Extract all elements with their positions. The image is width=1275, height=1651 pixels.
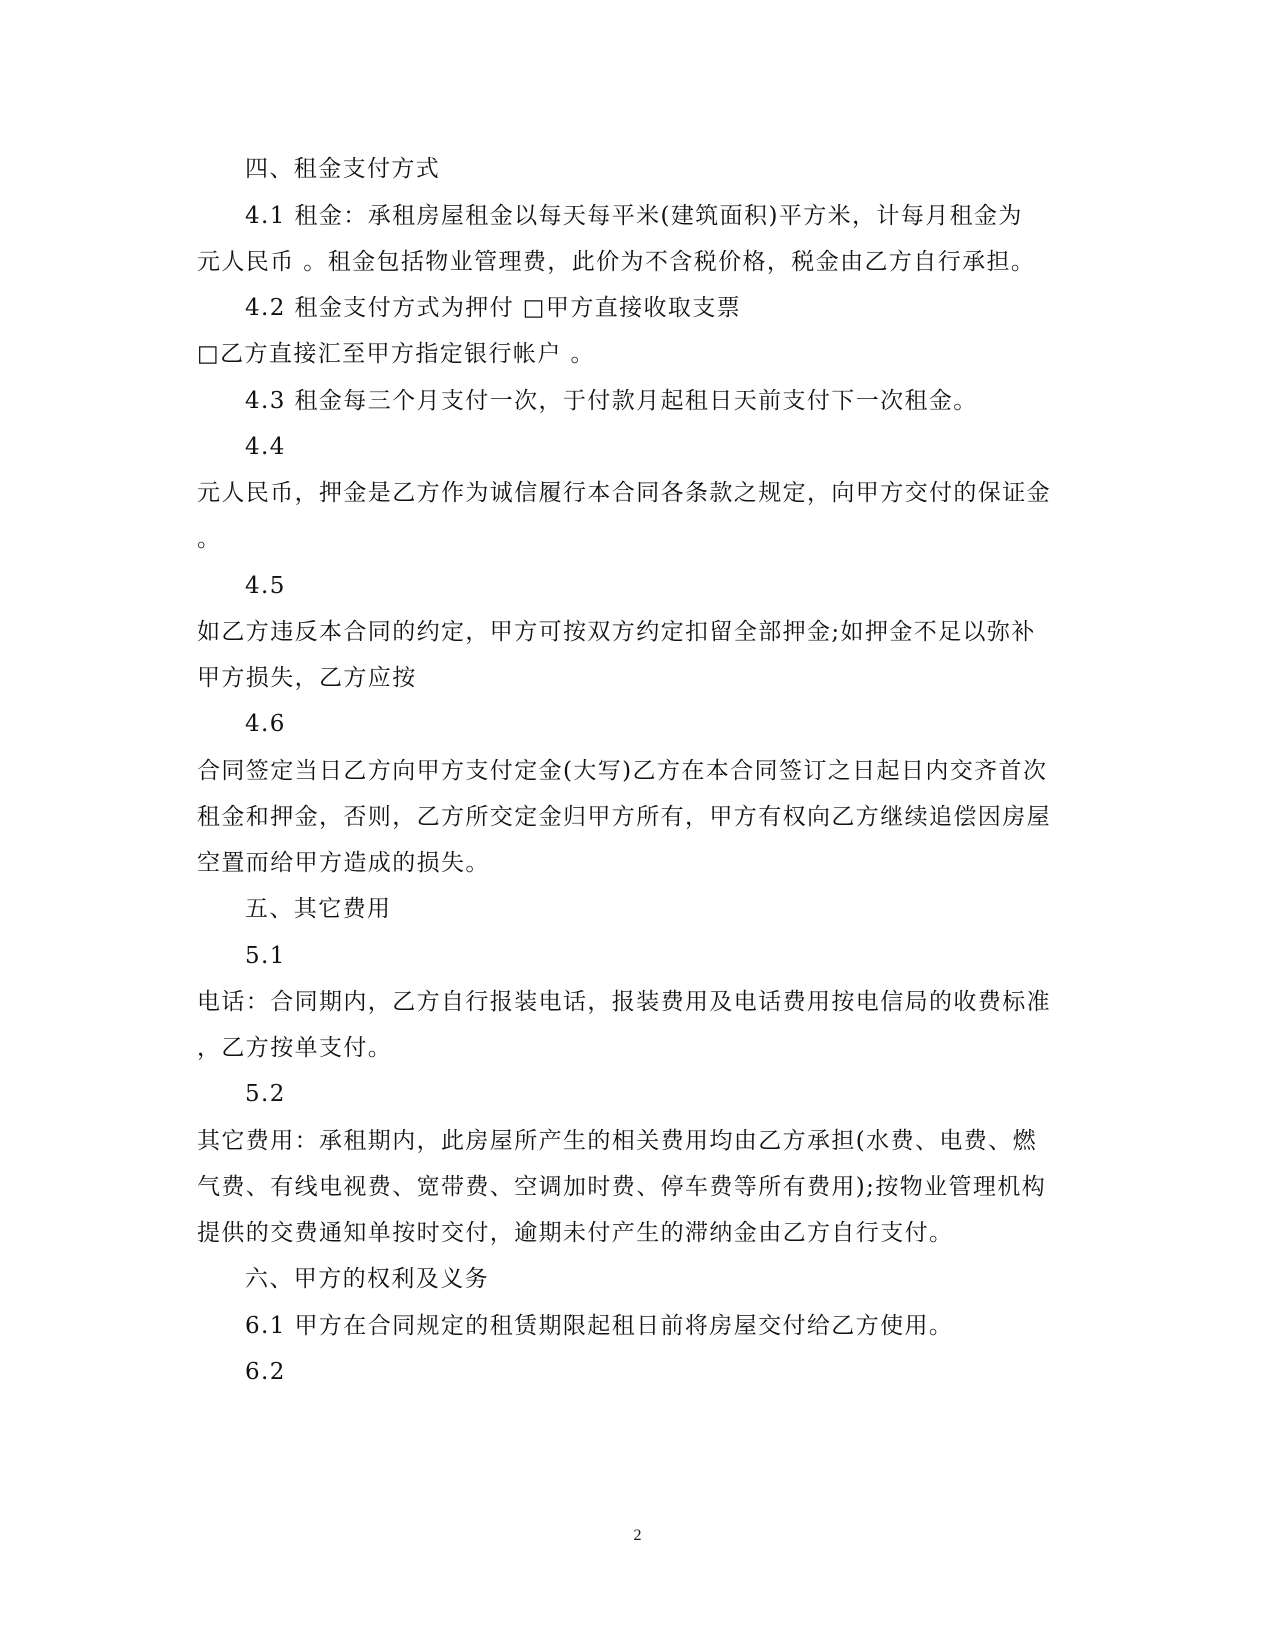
section-heading-rent-payment: 四、租金支付方式 — [245, 156, 441, 182]
page-number: 2 — [633, 1527, 642, 1544]
clause-4-6-line-1: 合同签定当日乙方向甲方支付定金(大写)乙方在本合同签订之日起日内交齐首次 — [197, 758, 1048, 784]
clause-4-1-line-2: 元人民币 。租金包括物业管理费，此价为不含税价格，税金由乙方自行承担。 — [197, 249, 1036, 275]
clause-4-2-line-1: 4.2 租金支付方式为押付 □甲方直接收取支票 — [245, 295, 742, 321]
clause-4-6-number: 4.6 — [245, 711, 286, 737]
section-heading-other-fees: 五、其它费用 — [245, 896, 392, 922]
clause-5-2-line-2: 气费、有线电视费、宽带费、空调加时费、停车费等所有费用);按物业管理机构 — [197, 1174, 1047, 1200]
clause-4-4-line-2: 。 — [197, 526, 222, 552]
clause-4-4-line-1: 元人民币，押金是乙方作为诚信履行本合同各条款之规定，向甲方交付的保证金 — [197, 480, 1051, 506]
clause-5-2-line-1: 其它费用：承租期内，此房屋所产生的相关费用均由乙方承担(水费、电费、燃 — [197, 1128, 1037, 1154]
clause-5-1-line-2: ，乙方按单支付。 — [197, 1035, 393, 1061]
clause-4-5-line-1: 如乙方违反本合同的约定，甲方可按双方约定扣留全部押金;如押金不足以弥补 — [197, 619, 1036, 645]
clause-4-5-number: 4.5 — [245, 573, 286, 599]
section-heading-party-a-rights: 六、甲方的权利及义务 — [245, 1266, 489, 1292]
clause-6-1: 6.1 甲方在合同规定的租赁期限起租日前将房屋交付给乙方使用。 — [245, 1313, 954, 1339]
clause-4-1-line-1: 4.1 租金：承租房屋租金以每天每平米(建筑面积)平方米，计每月租金为 — [245, 203, 1023, 229]
clause-4-3: 4.3 租金每三个月支付一次，于付款月起租日天前支付下一次租金。 — [245, 388, 978, 414]
clause-5-1-number: 5.1 — [245, 943, 286, 969]
clause-4-2-line-2: □乙方直接汇至甲方指定银行帐户 。 — [197, 341, 595, 367]
clause-5-2-number: 5.2 — [245, 1081, 286, 1107]
clause-6-2-number: 6.2 — [245, 1359, 286, 1385]
clause-4-6-line-3: 空置而给甲方造成的损失。 — [197, 850, 490, 876]
clause-4-5-line-2: 甲方损失，乙方应按 — [197, 665, 417, 691]
clause-5-1-line-1: 电话：合同期内，乙方自行报装电话，报装费用及电话费用按电信局的收费标准 — [197, 989, 1051, 1015]
clause-4-4-number: 4.4 — [245, 434, 286, 460]
clause-4-6-line-2: 租金和押金，否则，乙方所交定金归甲方所有，甲方有权向乙方继续追偿因房屋 — [197, 804, 1051, 830]
clause-5-2-line-3: 提供的交费通知单按时交付，逾期未付产生的滞纳金由乙方自行支付。 — [197, 1220, 954, 1246]
